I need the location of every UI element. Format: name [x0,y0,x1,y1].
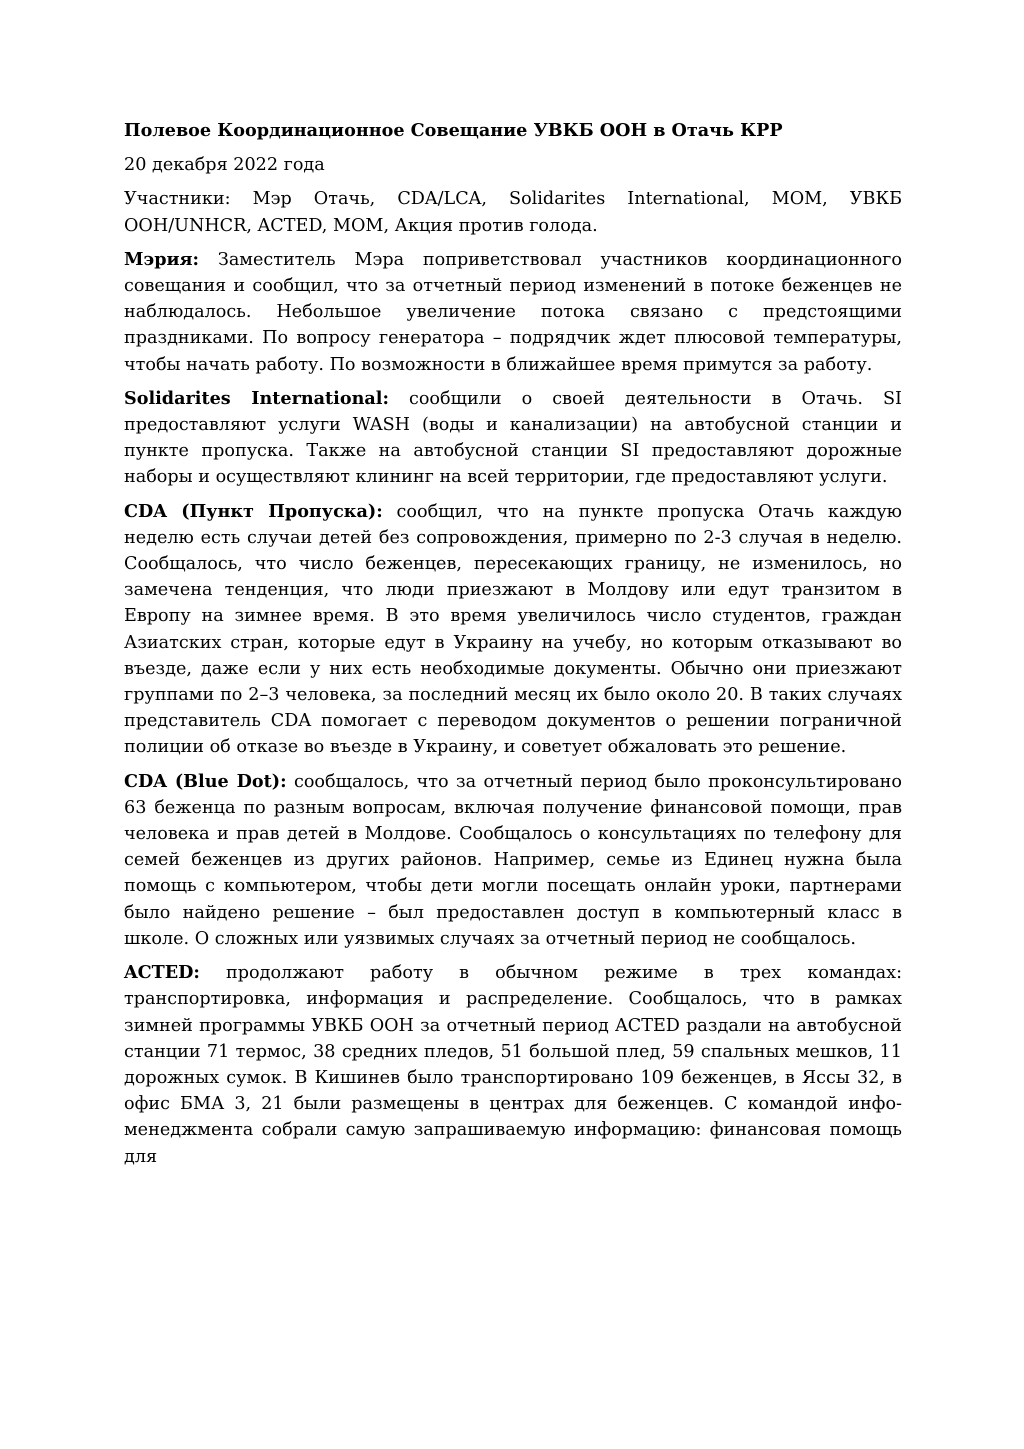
section-cda-checkpoint [124,499,902,761]
section-acted [124,960,902,1170]
section-label: CDA (Blue Dot): [124,770,287,792]
section-cda-blue-dot [124,769,902,952]
section-text: Заместитель Мэра поприветствовал участников координационного совещания и сообщил, что за отчетный период изменений в потоке беженцев не наблюдалось. Небольшое увеличение потока связано с предстоящими праздниками. По вопросу генератора – подрядчик ждет плюсовой температуры, чтобы начать работу. По возможности в ближайшее время примутся за работу. [124,249,902,375]
document-page [124,118,902,1178]
section-label: Мэрия: [124,248,200,270]
meeting-date: 20 декабря 2022 года [124,155,325,176]
section-label: Solidarites International: [124,387,389,409]
section-label: CDA (Пункт Пропуска): [124,500,383,522]
section-text: продолжают работу в обычном режиме в трех командах: транспортировка, информация и распределение. Сообщалось, что в рамках зимней программы УВКБ ООН за отчетный период ACTED раздали на автобусной станции 71 термос, 38 средних пледов, 51 большой плед, 59 спальных мешков, 11 дорожных сумок. В Кишинев было транспортировано 109 беженцев, в Яссы 32, в офис БМА 3, 21 были размещены в центрах для беженцев. С командой инфо-менеджмента собрали самую запрашиваемую информацию: финансовая помощь для [124,963,902,1167]
section-text: сообщалось, что за отчетный период было проконсультировано 63 беженца по разным вопросам, включая получение финансовой помощи, прав человека и прав детей в Молдове. Сообщалось о консультациях по телефону для семей беженцев из других районов. Например, семье из Единец нужна была помощь с компьютером, чтобы дети могли посещать онлайн уроки, партнерами было найдено решение – был предоставлен доступ в компьютерный класс в школе. О сложных или уязвимых случаях за отчетный период не сообщалось. [124,771,902,949]
section-text: сообщил, что на пункте пропуска Отачь каждую неделю есть случаи детей без сопровождения, примерно по 2-3 случая в неделю. Сообщалось, что число беженцев, пересекающих границу, не изменилось, но замечена тенденция, что люди приезжают в Молдову или едут транзитом в Европу на зимнее время. В это время увеличилось число студентов, граждан Азиатских стран, которые едут в Украину на учебу, но которым отказывают во въезде, даже если у них есть необходимые документы. Обычно они приезжают группами по 2–3 человека, за последний месяц их было около 20. В таких случаях представитель CDA помогает с переводом документов о решении пограничной полиции об отказе во въезде в Украину, и советует обжаловать это решение. [124,501,903,758]
section-mayoralty [124,247,902,378]
document-title: Полевое Координационное Совещание УВКБ ООН в Отачь КРР [124,120,783,141]
section-text: сообщили о своей деятельности в Отачь. SI предоставляют услуги WASH (воды и канализации) на автобусной станции и пункте пропуска. Также на автобусной станции SI предоставляют дорожные наборы и осуществляют клининг на всей территории, где предоставляют услуги. [124,388,902,488]
participants-line: Участники: Мэр Отачь, CDA/LCA, Solidarites International, МОМ, УВКБ ООН/UNHCR, ACTED, МОМ, Акция против голода. [124,189,902,236]
section-solidarites [124,386,902,491]
section-label: ACTED: [124,962,200,984]
